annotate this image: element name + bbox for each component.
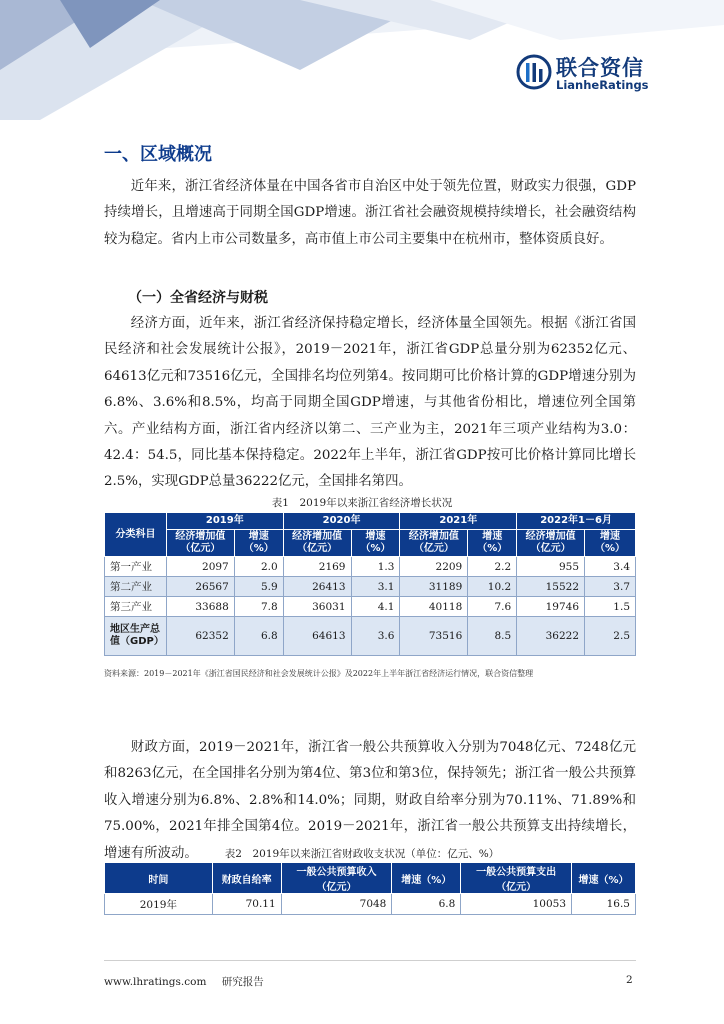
table-cell: 19746 bbox=[517, 597, 585, 617]
table-row-total bbox=[105, 617, 636, 656]
table-cell: 31189 bbox=[400, 577, 468, 597]
table-cell: 26567 bbox=[166, 577, 234, 597]
fiscal-paragraph: 财政方面，2019－2021年，浙江省一般公共预算收入分别为7048亿元、7248亿元和8263亿元，在全国排名分别为第4位、第3位和第3位，保持领先；浙江省一般公共预算收入增速分别为6.8%、2.8%和14.0%；同期，财政自给率分别为70.11%、71.89%和75.00%，2021年排全国第4位。2019－2021年，浙江省一般公共预算支出持续增长，增速有所波动。 bbox=[104, 740, 636, 861]
table-cell: 3.7 bbox=[585, 577, 636, 597]
table2-header: 时间 bbox=[105, 863, 213, 894]
table-cell: 26413 bbox=[283, 577, 351, 597]
table-cell: 7048 bbox=[281, 894, 392, 915]
table1-col-value: 经济增加值（亿元） bbox=[400, 530, 468, 557]
table2-header: 一般公共预算支出（亿元） bbox=[461, 863, 572, 894]
table1-col-value: 经济增加值（亿元） bbox=[517, 530, 585, 557]
lianhe-logo-icon bbox=[516, 54, 552, 90]
table-cell: 7.6 bbox=[468, 597, 517, 617]
economy-paragraph: 经济方面，近年来，浙江省经济保持稳定增长，经济体量全国领先。根据《浙江省国民经济和社会发展统计公报》，2019－2021年，浙江省GDP总量分别为62352亿元、64613亿元和73516亿元，全国排名均位列第4。按同期可比价格计算的GDP增速分别为6.8%、3.6%和8.5%，均高于同期全国GDP增速，与其他省份相比，增速位列全国第六。产业结构方面，浙江省内经济以第二、三产业为主，2021年三项产业结构为3.0：42.4：54.5，同比基本保持稳定。2022年上半年，浙江省GDP按可比价格计算同比增长2.5%，实现GDP总量36222亿元，全国排名第四。 bbox=[104, 316, 636, 490]
section-title: 一、区域概况 bbox=[104, 144, 212, 165]
table-cell: 7.8 bbox=[234, 597, 283, 617]
table-row bbox=[105, 577, 636, 597]
table1-year-header: 2020年 bbox=[283, 513, 400, 530]
table-cell: 73516 bbox=[400, 617, 468, 656]
table1-corner-header: 分类科目 bbox=[105, 513, 167, 557]
intro-paragraph: 近年来，浙江省经济体量在中国各省市自治区中处于领先位置，财政实力很强，GDP持续增长，且增速高于同期全国GDP增速。浙江省社会融资规模持续增长，社会融资结构较为稳定。省内上市公司数量多，高市值上市公司主要集中在杭州市，整体资质良好。 bbox=[104, 179, 636, 247]
table1-year-header: 2021年 bbox=[400, 513, 517, 530]
table-cell: 3.4 bbox=[585, 557, 636, 577]
table-cell: 36222 bbox=[517, 617, 585, 656]
table-cell: 62352 bbox=[166, 617, 234, 656]
table1-year-header: 2022年1－6月 bbox=[517, 513, 636, 530]
table-cell: 2.5 bbox=[585, 617, 636, 656]
table-cell: 33688 bbox=[166, 597, 234, 617]
table1-source-note: 资料来源：2019－2021年《浙江省国民经济和社会发展统计公报》及2022年上半年浙江省经济运行情况，联合资信整理 bbox=[104, 669, 534, 678]
table-cell: 2097 bbox=[166, 557, 234, 577]
row-label: 第三产业 bbox=[105, 597, 167, 617]
table1-col-growth: 增速（%） bbox=[234, 530, 283, 557]
table1-col-growth: 增速（%） bbox=[468, 530, 517, 557]
table-cell: 10.2 bbox=[468, 577, 517, 597]
table-row bbox=[105, 557, 636, 577]
table1-caption: 表1 2019年以来浙江省经济增长状况 bbox=[271, 497, 453, 509]
table-cell: 2.2 bbox=[468, 557, 517, 577]
table2-caption: 表2 2019年以来浙江省财政收支状况（单位：亿元、%） bbox=[224, 848, 500, 860]
row-label: 地区生产总值（GDP） bbox=[105, 617, 167, 656]
table-cell: 36031 bbox=[283, 597, 351, 617]
footer-doc-type: 研究报告 bbox=[221, 976, 264, 988]
table1-year-header: 2019年 bbox=[166, 513, 283, 530]
subsection-title: （一）全省经济与财税 bbox=[128, 290, 268, 306]
table1-col-value: 经济增加值（亿元） bbox=[283, 530, 351, 557]
row-label: 2019年 bbox=[105, 894, 213, 915]
table2-header: 一般公共预算收入（亿元） bbox=[281, 863, 392, 894]
row-label: 第一产业 bbox=[105, 557, 167, 577]
table-cell: 2209 bbox=[400, 557, 468, 577]
table-cell: 3.6 bbox=[351, 617, 400, 656]
table-cell: 3.1 bbox=[351, 577, 400, 597]
table-cell: 2.0 bbox=[234, 557, 283, 577]
page-number: 2 bbox=[626, 974, 633, 986]
brand-name-cn: 联合资信 bbox=[556, 56, 644, 80]
footer-left bbox=[104, 974, 264, 989]
economy-growth-table bbox=[104, 512, 636, 656]
table-cell: 1.3 bbox=[351, 557, 400, 577]
fiscal-table bbox=[104, 862, 636, 915]
brand-name-en: LianheRatings bbox=[556, 78, 649, 92]
table-row bbox=[105, 597, 636, 617]
footer-divider bbox=[104, 960, 636, 961]
table-cell: 955 bbox=[517, 557, 585, 577]
table2-header: 增速（%） bbox=[572, 863, 636, 894]
table2-header: 财政自给率 bbox=[212, 863, 281, 894]
table-cell: 10053 bbox=[461, 894, 572, 915]
table-cell: 8.5 bbox=[468, 617, 517, 656]
table-cell: 40118 bbox=[400, 597, 468, 617]
table-cell: 1.5 bbox=[585, 597, 636, 617]
brand-logo bbox=[516, 50, 656, 98]
table-cell: 64613 bbox=[283, 617, 351, 656]
table-cell: 15522 bbox=[517, 577, 585, 597]
table1-col-growth: 增速（%） bbox=[351, 530, 400, 557]
row-label: 第二产业 bbox=[105, 577, 167, 597]
table1-col-growth: 增速（%） bbox=[585, 530, 636, 557]
footer-website-link[interactable]: www.lhratings.com bbox=[104, 976, 207, 988]
table2-header: 增速（%） bbox=[392, 863, 461, 894]
table-cell: 4.1 bbox=[351, 597, 400, 617]
table-cell: 70.11 bbox=[212, 894, 281, 915]
table-cell: 6.8 bbox=[392, 894, 461, 915]
table-row bbox=[105, 894, 636, 915]
table-cell: 5.9 bbox=[234, 577, 283, 597]
table-cell: 2169 bbox=[283, 557, 351, 577]
table-cell: 6.8 bbox=[234, 617, 283, 656]
table1-col-value: 经济增加值（亿元） bbox=[166, 530, 234, 557]
table-cell: 16.5 bbox=[572, 894, 636, 915]
